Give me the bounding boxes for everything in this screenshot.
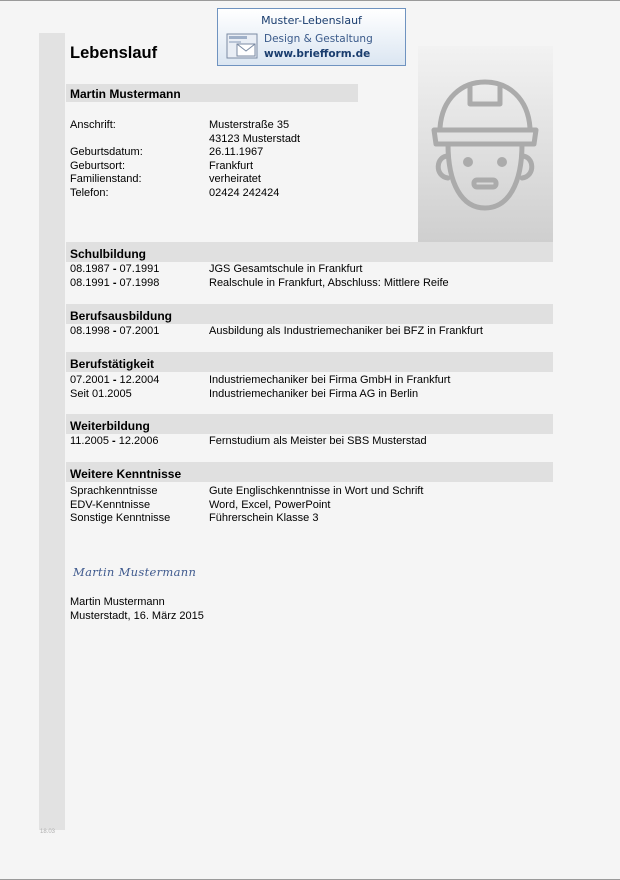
section-title: Weiterbildung (70, 419, 150, 433)
detail-value: 43123 Musterstadt (209, 132, 301, 145)
closing-place-date: Musterstadt, 16. März 2015 (70, 610, 204, 622)
entry-text: Realschule in Frankfurt, Abschluss: Mittlere Reife (209, 276, 449, 289)
detail-value: 26.11.1967 (209, 146, 264, 158)
skill-text: Word, Excel, PowerPoint (209, 498, 331, 511)
entry-text: Ausbildung als Industriemechaniker bei BFZ in Frankfurt (209, 325, 483, 337)
detail-label: Anschrift: (70, 119, 116, 131)
section-title: Schulbildung (70, 247, 146, 261)
entry-text: Fernstudium als Meister bei SBS Musterstad (209, 435, 427, 447)
detail-label: Familienstand: (70, 173, 142, 185)
skill-text: Führerschein Klasse 3 (209, 512, 319, 524)
section-title: Weitere Kenntnisse (70, 467, 182, 481)
detail-label: Geburtsdatum: (70, 146, 143, 158)
page-title: Lebenslauf (70, 44, 158, 62)
closing-name: Martin Mustermann (70, 596, 165, 608)
section-header-berufsausbildung (66, 304, 553, 324)
section-title: Berufsausbildung (70, 309, 173, 323)
top-border (0, 0, 620, 1)
detail-value: Frankfurt (209, 159, 254, 172)
worker-avatar-icon (418, 46, 553, 242)
person-name: Martin Mustermann (70, 87, 181, 101)
entry-date: 08.1987 - 07.1991 (70, 263, 160, 275)
section-header-weitere-kenntnisse (66, 462, 553, 482)
section-title: Berufstätigkeit (70, 357, 155, 371)
entry-date: 08.1991 - 07.1998 (70, 276, 160, 289)
banner-title: Muster-Lebenslauf (261, 14, 362, 27)
skill-label: Sonstige Kenntnisse (70, 512, 171, 524)
entry-date: 08.1998 - 07.2001 (70, 325, 160, 337)
detail-value: 02424 242424 (209, 186, 280, 199)
banner-subtitle: Design & Gestaltung (264, 33, 373, 45)
skill-text: Gute Englischkenntnisse in Wort und Schrift (209, 485, 424, 497)
letter-icon (226, 33, 258, 59)
entry-text: Industriemechaniker bei Firma AG in Berlin (209, 387, 419, 400)
section-header-schulbildung (66, 242, 553, 262)
signature: Martin Mustermann (73, 565, 197, 579)
detail-value: Musterstraße 35 (209, 119, 290, 131)
photo-placeholder (418, 46, 553, 242)
entry-text: Industriemechaniker bei Firma GmbH in Frankfurt (209, 374, 451, 386)
section-header-weiterbildung (66, 414, 553, 434)
left-margin-bar (39, 33, 65, 830)
entry-date: 11.2005 - 12.2006 (70, 435, 159, 447)
page-mark: 18.03 (40, 829, 56, 835)
banner-website[interactable]: www.briefform.de (264, 48, 371, 60)
detail-value: verheiratet (209, 173, 261, 185)
entry-date: Seit 01.2005 (70, 387, 132, 400)
skill-label: Sprachkenntnisse (70, 485, 158, 497)
entry-date: 07.2001 - 12.2004 (70, 374, 160, 386)
section-header-berufstaetigkeit (66, 352, 553, 372)
entry-text: JGS Gesamtschule in Frankfurt (209, 263, 363, 275)
skill-label: EDV-Kenntnisse (70, 498, 151, 511)
detail-label: Telefon: (70, 186, 109, 199)
template-banner[interactable] (217, 8, 406, 66)
detail-label: Geburtsort: (70, 159, 126, 172)
name-header (66, 84, 358, 102)
